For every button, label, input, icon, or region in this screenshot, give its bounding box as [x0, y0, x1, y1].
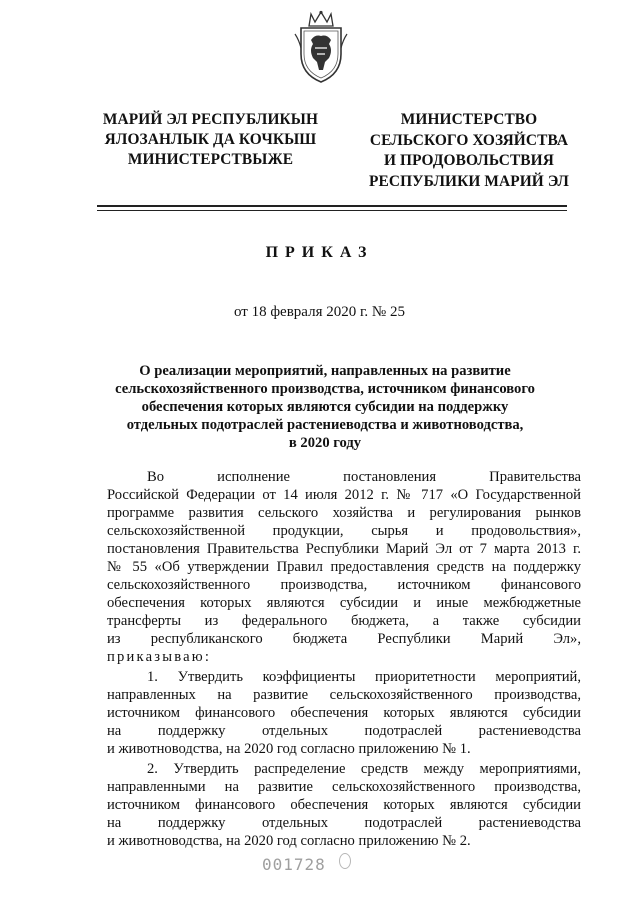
ministry-name-mari	[98, 110, 323, 170]
subject-line: О реализации мероприятий, направленных на развитие	[139, 363, 511, 379]
body-line: № 55 «Об утверждении Правил предоставления средств на поддержку	[107, 559, 581, 575]
subject-line: в 2020 году	[288, 435, 362, 451]
body-line: направленных на развитие сельскохозяйственного производства,	[107, 687, 581, 703]
subject-line: отдельных подотраслей растениеводства и животноводства,	[126, 417, 524, 433]
header-divider-thin	[97, 210, 567, 211]
body-line: источником финансового обеспечения которых являются субсидии	[107, 797, 581, 813]
stamp-mark-icon	[339, 853, 351, 869]
body-line: Российской Федерации от 14 июля 2012 г. № 717 «О Государственной	[107, 487, 581, 503]
body-line: сельскохозяйственного производства, источником финансового	[107, 577, 581, 593]
body-line: направленными на развитие сельскохозяйственного производства,	[107, 779, 581, 795]
registration-stamp: 001728	[262, 855, 326, 874]
body-line: на поддержку отдельных подотраслей растениеводства	[107, 723, 581, 739]
subject-line: сельскохозяйственного производства, источником финансового	[115, 381, 535, 397]
document-title: ПРИКАЗ	[265, 244, 374, 261]
body-line: из республиканского бюджета Республики Марий Эл»,	[107, 631, 581, 647]
ministry-name-russian	[358, 110, 580, 192]
subject-line: обеспечения которых являются субсидии на поддержку	[141, 399, 509, 415]
header-right-line: И ПРОДОВОЛЬСТВИЯ	[384, 152, 554, 169]
item-2	[107, 760, 581, 850]
body-line: сельскохозяйственной продукции, сырья и продовольствия»,	[107, 523, 581, 539]
preamble	[107, 468, 581, 666]
header-left-line: МАРИЙ ЭЛ РЕСПУБЛИКЫН	[102, 111, 319, 128]
body-line: 2. Утвердить распределение средств между мероприятиями,	[147, 761, 581, 777]
body-line: постановления Правительства Республики Марий Эл от 7 марта 2013 г.	[107, 541, 581, 557]
body-line: Во исполнение постановления Правительства	[147, 469, 581, 485]
body-line: программе развития сельского хозяйства и регулирования рынков	[107, 505, 581, 521]
body-line: 1. Утвердить коэффициенты приоритетности мероприятий,	[147, 669, 581, 685]
header-divider-thick	[97, 205, 567, 207]
body-line: трансферты из федерального бюджета, а также субсидии	[107, 613, 581, 629]
item-1	[107, 668, 581, 758]
body-line: источником финансового обеспечения которых являются субсидии	[107, 705, 581, 721]
header-right-line: РЕСПУБЛИКИ МАРИЙ ЭЛ	[369, 172, 569, 190]
order-word: приказываю:	[107, 649, 212, 665]
document-date-number: от 18 февраля 2020 г. № 25	[233, 304, 405, 320]
body-line: обеспечения которых являются субсидии и иные межбюджетные	[107, 595, 581, 611]
body-line: и животноводства, на 2020 год согласно приложению № 1.	[107, 741, 471, 757]
header-left-line: ЯЛОЗАНЛЫК ДА КОЧКЫШ	[104, 131, 317, 148]
header-right-line: МИНИСТЕРСТВО	[400, 111, 538, 128]
document-body	[107, 468, 581, 850]
header-left-line: МИНИСТЕРСТВЫЖЕ	[127, 151, 294, 168]
document-subject	[90, 362, 560, 452]
header-right-line: СЕЛЬСКОГО ХОЗЯЙСТВА	[369, 131, 569, 149]
body-line: и животноводства, на 2020 год согласно приложению № 2.	[107, 833, 471, 849]
coat-of-arms-icon	[293, 10, 349, 84]
body-line: на поддержку отдельных подотраслей растениеводства	[107, 815, 581, 831]
